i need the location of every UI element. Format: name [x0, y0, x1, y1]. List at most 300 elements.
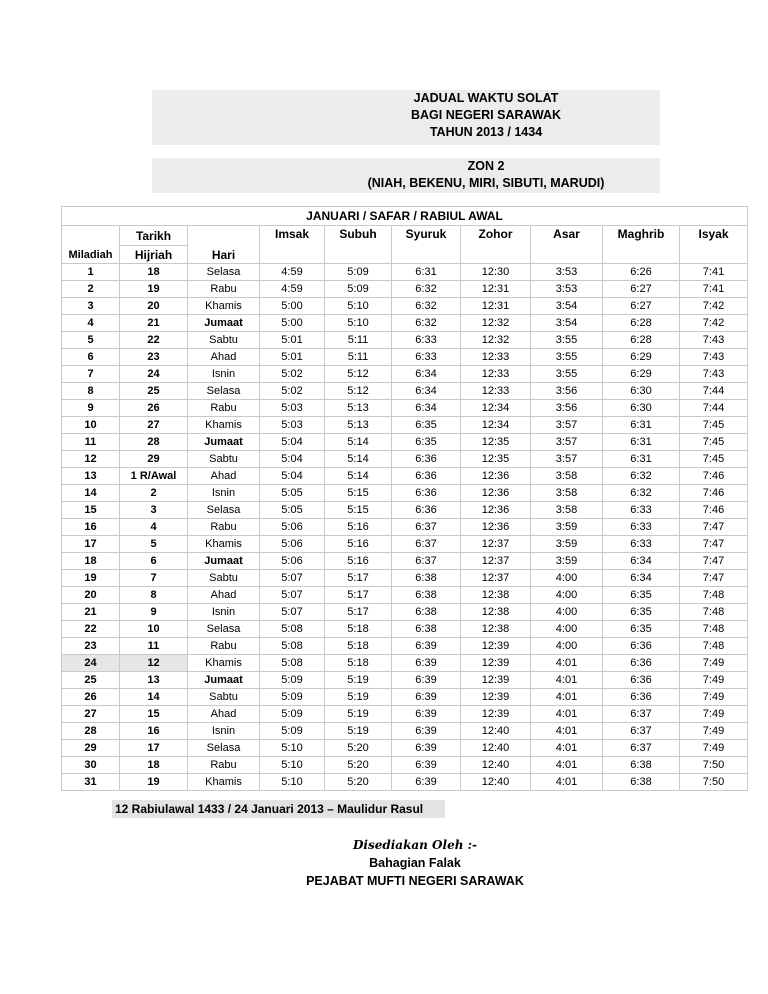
syuruk-cell: 6:39 — [392, 723, 461, 740]
syuruk-cell: 6:36 — [392, 485, 461, 502]
day-cell: Jumaat — [188, 672, 260, 689]
imsak-cell: 5:03 — [260, 417, 325, 434]
maghrib-cell: 6:36 — [603, 638, 680, 655]
subuh-cell: 5:16 — [325, 519, 392, 536]
imsak-cell: 5:06 — [260, 536, 325, 553]
table-row — [62, 706, 748, 723]
miladiah-cell: 11 — [62, 434, 120, 451]
syuruk-cell: 6:39 — [392, 740, 461, 757]
asar-cell: 3:58 — [531, 468, 603, 485]
table-row — [62, 757, 748, 774]
table-row — [62, 604, 748, 621]
miladiah-cell: 9 — [62, 400, 120, 417]
zohor-cell: 12:35 — [461, 451, 531, 468]
imsak-cell: 4:59 — [260, 264, 325, 281]
asar-cell: 3:55 — [531, 366, 603, 383]
maghrib-cell: 6:26 — [603, 264, 680, 281]
zohor-header: Zohor — [461, 226, 531, 264]
isyak-cell: 7:45 — [680, 451, 748, 468]
zohor-cell: 12:39 — [461, 672, 531, 689]
isyak-cell: 7:45 — [680, 434, 748, 451]
maghrib-cell: 6:35 — [603, 604, 680, 621]
asar-cell: 3:57 — [531, 434, 603, 451]
hijriah-cell: 25 — [120, 383, 188, 400]
subuh-cell: 5:19 — [325, 689, 392, 706]
imsak-cell: 5:07 — [260, 604, 325, 621]
miladiah-header: Miladiah — [62, 246, 120, 264]
imsak-cell: 5:00 — [260, 315, 325, 332]
table-row — [62, 468, 748, 485]
zohor-cell: 12:36 — [461, 502, 531, 519]
miladiah-cell: 14 — [62, 485, 120, 502]
table-row — [62, 553, 748, 570]
isyak-cell: 7:43 — [680, 349, 748, 366]
imsak-cell: 5:06 — [260, 553, 325, 570]
isyak-cell: 7:46 — [680, 468, 748, 485]
isyak-cell: 7:47 — [680, 519, 748, 536]
maghrib-cell: 6:30 — [603, 383, 680, 400]
day-cell: Jumaat — [188, 553, 260, 570]
hijriah-cell: 29 — [120, 451, 188, 468]
asar-cell: 3:54 — [531, 298, 603, 315]
table-row — [62, 519, 748, 536]
imsak-cell: 5:09 — [260, 689, 325, 706]
subuh-cell: 5:20 — [325, 774, 392, 791]
hijriah-cell: 11 — [120, 638, 188, 655]
isyak-cell: 7:48 — [680, 604, 748, 621]
asar-cell: 4:00 — [531, 570, 603, 587]
maghrib-cell: 6:30 — [603, 400, 680, 417]
subuh-cell: 5:17 — [325, 570, 392, 587]
syuruk-cell: 6:39 — [392, 672, 461, 689]
day-cell: Sabtu — [188, 332, 260, 349]
hijriah-cell: 3 — [120, 502, 188, 519]
syuruk-cell: 6:37 — [392, 519, 461, 536]
imsak-cell: 5:09 — [260, 706, 325, 723]
miladiah-cell: 20 — [62, 587, 120, 604]
syuruk-cell: 6:38 — [392, 604, 461, 621]
day-cell: Selasa — [188, 264, 260, 281]
zohor-cell: 12:36 — [461, 468, 531, 485]
department-name: Bahagian Falak — [369, 856, 461, 870]
miladiah-cell: 7 — [62, 366, 120, 383]
day-cell: Khamis — [188, 655, 260, 672]
table-row — [62, 621, 748, 638]
prepared-by-label: Disediakan Oleh :- — [352, 838, 478, 852]
zohor-cell: 12:37 — [461, 570, 531, 587]
office-name: PEJABAT MUFTI NEGERI SARAWAK — [306, 874, 524, 888]
table-row — [62, 587, 748, 604]
month-title: JANUARI / SAFAR / RABIUL AWAL — [62, 207, 748, 226]
zohor-cell: 12:36 — [461, 485, 531, 502]
asar-cell: 4:01 — [531, 655, 603, 672]
table-row — [62, 774, 748, 791]
table-row — [62, 383, 748, 400]
day-cell: Selasa — [188, 502, 260, 519]
isyak-cell: 7:46 — [680, 502, 748, 519]
zohor-cell: 12:30 — [461, 264, 531, 281]
syuruk-cell: 6:39 — [392, 655, 461, 672]
isyak-cell: 7:48 — [680, 587, 748, 604]
syuruk-cell: 6:34 — [392, 383, 461, 400]
hijriah-cell: 15 — [120, 706, 188, 723]
syuruk-cell: 6:37 — [392, 536, 461, 553]
hijriah-cell: 18 — [120, 757, 188, 774]
asar-cell: 4:00 — [531, 638, 603, 655]
syuruk-cell: 6:39 — [392, 757, 461, 774]
miladiah-cell: 16 — [62, 519, 120, 536]
imsak-cell: 5:08 — [260, 638, 325, 655]
table-row — [62, 264, 748, 281]
subuh-cell: 5:18 — [325, 638, 392, 655]
asar-cell: 4:00 — [531, 587, 603, 604]
day-cell: Isnin — [188, 485, 260, 502]
hijriah-cell: 6 — [120, 553, 188, 570]
day-cell: Khamis — [188, 417, 260, 434]
table-row — [62, 298, 748, 315]
maghrib-cell: 6:38 — [603, 757, 680, 774]
syuruk-header: Syuruk — [392, 226, 461, 264]
asar-cell: 3:55 — [531, 332, 603, 349]
syuruk-cell: 6:32 — [392, 315, 461, 332]
zohor-cell: 12:31 — [461, 281, 531, 298]
day-cell: Khamis — [188, 536, 260, 553]
maghrib-cell: 6:35 — [603, 621, 680, 638]
day-cell: Isnin — [188, 604, 260, 621]
zohor-cell: 12:39 — [461, 655, 531, 672]
hijri-month-label: R/Awal — [139, 470, 177, 482]
day-cell: Sabtu — [188, 570, 260, 587]
isyak-cell: 7:46 — [680, 485, 748, 502]
syuruk-cell: 6:32 — [392, 298, 461, 315]
subuh-cell: 5:18 — [325, 621, 392, 638]
miladiah-cell: 18 — [62, 553, 120, 570]
maghrib-cell: 6:38 — [603, 774, 680, 791]
tarikh-header: Tarikh — [120, 226, 188, 246]
maghrib-cell: 6:33 — [603, 502, 680, 519]
syuruk-cell: 6:34 — [392, 400, 461, 417]
day-cell: Isnin — [188, 723, 260, 740]
subuh-cell: 5:11 — [325, 332, 392, 349]
zohor-cell: 12:37 — [461, 536, 531, 553]
table-row — [62, 434, 748, 451]
asar-cell: 3:59 — [531, 553, 603, 570]
hijriah-cell: 13 — [120, 672, 188, 689]
syuruk-cell: 6:36 — [392, 502, 461, 519]
maulidur-rasul-note: 12 Rabiulawal 1433 / 24 Januari 2013 – Maulidur Rasul — [112, 800, 445, 818]
miladiah-cell: 19 — [62, 570, 120, 587]
asar-cell: 3:59 — [531, 536, 603, 553]
day-cell: Selasa — [188, 740, 260, 757]
isyak-cell: 7:45 — [680, 417, 748, 434]
miladiah-cell: 13 — [62, 468, 120, 485]
isyak-cell: 7:49 — [680, 740, 748, 757]
syuruk-cell: 6:39 — [392, 774, 461, 791]
miladiah-cell: 24 — [62, 655, 120, 672]
title-line-1: JADUAL WAKTU SOLAT — [413, 91, 559, 105]
imsak-cell: 5:02 — [260, 366, 325, 383]
isyak-cell: 7:44 — [680, 383, 748, 400]
subuh-cell: 5:16 — [325, 553, 392, 570]
miladiah-cell: 2 — [62, 281, 120, 298]
table-row — [62, 349, 748, 366]
miladiah-cell: 4 — [62, 315, 120, 332]
miladiah-cell: 26 — [62, 689, 120, 706]
table-row — [62, 281, 748, 298]
subuh-cell: 5:17 — [325, 587, 392, 604]
table-row — [62, 672, 748, 689]
hijriah-cell: 19 — [120, 281, 188, 298]
isyak-cell: 7:49 — [680, 723, 748, 740]
day-cell: Khamis — [188, 774, 260, 791]
zohor-cell: 12:40 — [461, 774, 531, 791]
syuruk-cell: 6:33 — [392, 332, 461, 349]
hijriah-cell: 4 — [120, 519, 188, 536]
miladiah-cell: 12 — [62, 451, 120, 468]
maghrib-cell: 6:27 — [603, 281, 680, 298]
syuruk-cell: 6:36 — [392, 451, 461, 468]
table-row — [62, 485, 748, 502]
zohor-cell: 12:32 — [461, 332, 531, 349]
imsak-cell: 4:59 — [260, 281, 325, 298]
day-cell: Ahad — [188, 706, 260, 723]
syuruk-cell: 6:37 — [392, 553, 461, 570]
isyak-cell: 7:41 — [680, 264, 748, 281]
maghrib-cell: 6:33 — [603, 519, 680, 536]
miladiah-cell: 29 — [62, 740, 120, 757]
zone-title: ZON 2 — [467, 159, 505, 173]
imsak-cell: 5:10 — [260, 740, 325, 757]
asar-header: Asar — [531, 226, 603, 264]
day-cell: Ahad — [188, 349, 260, 366]
zohor-cell: 12:33 — [461, 383, 531, 400]
imsak-cell: 5:01 — [260, 332, 325, 349]
imsak-cell: 5:10 — [260, 774, 325, 791]
subuh-cell: 5:19 — [325, 672, 392, 689]
maghrib-cell: 6:32 — [603, 468, 680, 485]
hijriah-cell: 26 — [120, 400, 188, 417]
maghrib-cell: 6:29 — [603, 366, 680, 383]
maghrib-cell: 6:37 — [603, 723, 680, 740]
subuh-cell: 5:09 — [325, 281, 392, 298]
zohor-cell: 12:37 — [461, 553, 531, 570]
asar-cell: 3:53 — [531, 281, 603, 298]
zohor-cell: 12:33 — [461, 366, 531, 383]
maghrib-cell: 6:36 — [603, 672, 680, 689]
zone-areas: (NIAH, BEKENU, MIRI, SIBUTI, MARUDI) — [367, 176, 605, 190]
imsak-cell: 5:09 — [260, 723, 325, 740]
hijriah-cell: 5 — [120, 536, 188, 553]
isyak-cell: 7:42 — [680, 315, 748, 332]
isyak-cell: 7:49 — [680, 655, 748, 672]
zohor-cell: 12:39 — [461, 706, 531, 723]
isyak-cell: 7:43 — [680, 366, 748, 383]
isyak-cell: 7:49 — [680, 706, 748, 723]
hijriah-cell: 14 — [120, 689, 188, 706]
isyak-cell: 7:50 — [680, 774, 748, 791]
zohor-cell: 12:38 — [461, 587, 531, 604]
zohor-cell: 12:34 — [461, 417, 531, 434]
miladiah-cell: 25 — [62, 672, 120, 689]
imsak-cell: 5:07 — [260, 587, 325, 604]
imsak-cell: 5:05 — [260, 502, 325, 519]
syuruk-cell: 6:33 — [392, 349, 461, 366]
miladiah-cell: 21 — [62, 604, 120, 621]
hijriah-cell: 17 — [120, 740, 188, 757]
table-row — [62, 366, 748, 383]
asar-cell: 4:01 — [531, 757, 603, 774]
syuruk-cell: 6:38 — [392, 621, 461, 638]
miladiah-cell: 28 — [62, 723, 120, 740]
zohor-cell: 12:36 — [461, 519, 531, 536]
miladiah-cell: 31 — [62, 774, 120, 791]
imsak-cell: 5:02 — [260, 383, 325, 400]
asar-cell: 4:00 — [531, 621, 603, 638]
maghrib-cell: 6:36 — [603, 689, 680, 706]
table-row — [62, 723, 748, 740]
hijriah-cell: 16 — [120, 723, 188, 740]
day-cell: Selasa — [188, 383, 260, 400]
miladiah-cell: 8 — [62, 383, 120, 400]
isyak-cell: 7:47 — [680, 553, 748, 570]
table-row — [62, 536, 748, 553]
maghrib-cell: 6:28 — [603, 315, 680, 332]
maghrib-cell: 6:31 — [603, 417, 680, 434]
day-cell: Sabtu — [188, 451, 260, 468]
zohor-cell: 12:32 — [461, 315, 531, 332]
maghrib-cell: 6:33 — [603, 536, 680, 553]
maghrib-cell: 6:31 — [603, 434, 680, 451]
syuruk-cell: 6:35 — [392, 434, 461, 451]
asar-cell: 3:58 — [531, 485, 603, 502]
day-cell: Jumaat — [188, 315, 260, 332]
maghrib-cell: 6:36 — [603, 655, 680, 672]
imsak-cell: 5:01 — [260, 349, 325, 366]
day-cell: Rabu — [188, 757, 260, 774]
imsak-cell: 5:07 — [260, 570, 325, 587]
asar-cell: 3:57 — [531, 417, 603, 434]
title-line-3: TAHUN 2013 / 1434 — [429, 125, 543, 139]
zohor-cell: 12:39 — [461, 638, 531, 655]
hijriah-cell: 21 — [120, 315, 188, 332]
isyak-cell: 7:50 — [680, 757, 748, 774]
isyak-cell: 7:48 — [680, 638, 748, 655]
zohor-cell: 12:34 — [461, 400, 531, 417]
imsak-cell: 5:04 — [260, 468, 325, 485]
isyak-cell: 7:47 — [680, 570, 748, 587]
maghrib-cell: 6:32 — [603, 485, 680, 502]
miladiah-cell: 15 — [62, 502, 120, 519]
zohor-cell: 12:40 — [461, 723, 531, 740]
table-row — [62, 570, 748, 587]
hijriah-cell: 9 — [120, 604, 188, 621]
hijriah-cell: 27 — [120, 417, 188, 434]
imsak-cell: 5:00 — [260, 298, 325, 315]
imsak-cell: 5:03 — [260, 400, 325, 417]
maghrib-cell: 6:27 — [603, 298, 680, 315]
imsak-cell: 5:10 — [260, 757, 325, 774]
asar-cell: 3:56 — [531, 383, 603, 400]
asar-cell: 4:00 — [531, 604, 603, 621]
day-cell: Jumaat — [188, 434, 260, 451]
hijriah-cell: 28 — [120, 434, 188, 451]
asar-cell: 4:01 — [531, 774, 603, 791]
asar-cell: 3:54 — [531, 315, 603, 332]
miladiah-cell: 5 — [62, 332, 120, 349]
asar-cell: 3:58 — [531, 502, 603, 519]
table-row — [62, 417, 748, 434]
zohor-cell: 12:38 — [461, 604, 531, 621]
table-row — [62, 332, 748, 349]
imsak-cell: 5:08 — [260, 621, 325, 638]
asar-cell: 4:01 — [531, 706, 603, 723]
day-cell: Isnin — [188, 366, 260, 383]
day-cell: Selasa — [188, 621, 260, 638]
syuruk-cell: 6:34 — [392, 366, 461, 383]
maghrib-cell: 6:35 — [603, 587, 680, 604]
asar-cell: 3:53 — [531, 264, 603, 281]
day-cell: Rabu — [188, 400, 260, 417]
asar-cell: 4:01 — [531, 740, 603, 757]
table-row — [62, 502, 748, 519]
table-row — [62, 655, 748, 672]
subuh-cell: 5:13 — [325, 417, 392, 434]
subuh-cell: 5:12 — [325, 383, 392, 400]
miladiah-cell: 22 — [62, 621, 120, 638]
subuh-cell: 5:13 — [325, 400, 392, 417]
imsak-cell: 5:05 — [260, 485, 325, 502]
asar-cell: 3:59 — [531, 519, 603, 536]
subuh-cell: 5:18 — [325, 655, 392, 672]
zohor-cell: 12:39 — [461, 689, 531, 706]
imsak-cell: 5:06 — [260, 519, 325, 536]
subuh-cell: 5:14 — [325, 451, 392, 468]
title-block — [152, 90, 660, 145]
syuruk-cell: 6:39 — [392, 638, 461, 655]
miladiah-cell: 27 — [62, 706, 120, 723]
subuh-cell: 5:14 — [325, 434, 392, 451]
miladiah-cell: 30 — [62, 757, 120, 774]
subuh-cell: 5:20 — [325, 757, 392, 774]
maghrib-cell: 6:34 — [603, 553, 680, 570]
table-row — [62, 400, 748, 417]
isyak-cell: 7:44 — [680, 400, 748, 417]
subuh-cell: 5:14 — [325, 468, 392, 485]
subuh-cell: 5:10 — [325, 315, 392, 332]
table-row — [62, 740, 748, 757]
asar-cell: 4:01 — [531, 689, 603, 706]
hari-header: Hari — [188, 246, 260, 264]
maghrib-cell: 6:37 — [603, 740, 680, 757]
hijriah-cell: 2 — [120, 485, 188, 502]
subuh-cell: 5:20 — [325, 740, 392, 757]
subuh-cell: 5:09 — [325, 264, 392, 281]
miladiah-cell: 23 — [62, 638, 120, 655]
syuruk-cell: 6:39 — [392, 706, 461, 723]
maghrib-cell: 6:37 — [603, 706, 680, 723]
isyak-cell: 7:49 — [680, 672, 748, 689]
hijriah-cell: 18 — [120, 264, 188, 281]
syuruk-cell: 6:36 — [392, 468, 461, 485]
day-cell: Rabu — [188, 638, 260, 655]
isyak-cell: 7:48 — [680, 621, 748, 638]
syuruk-cell: 6:39 — [392, 689, 461, 706]
syuruk-cell: 6:31 — [392, 264, 461, 281]
miladiah-cell: 6 — [62, 349, 120, 366]
table-row — [62, 638, 748, 655]
subuh-cell: 5:17 — [325, 604, 392, 621]
syuruk-cell: 6:32 — [392, 281, 461, 298]
